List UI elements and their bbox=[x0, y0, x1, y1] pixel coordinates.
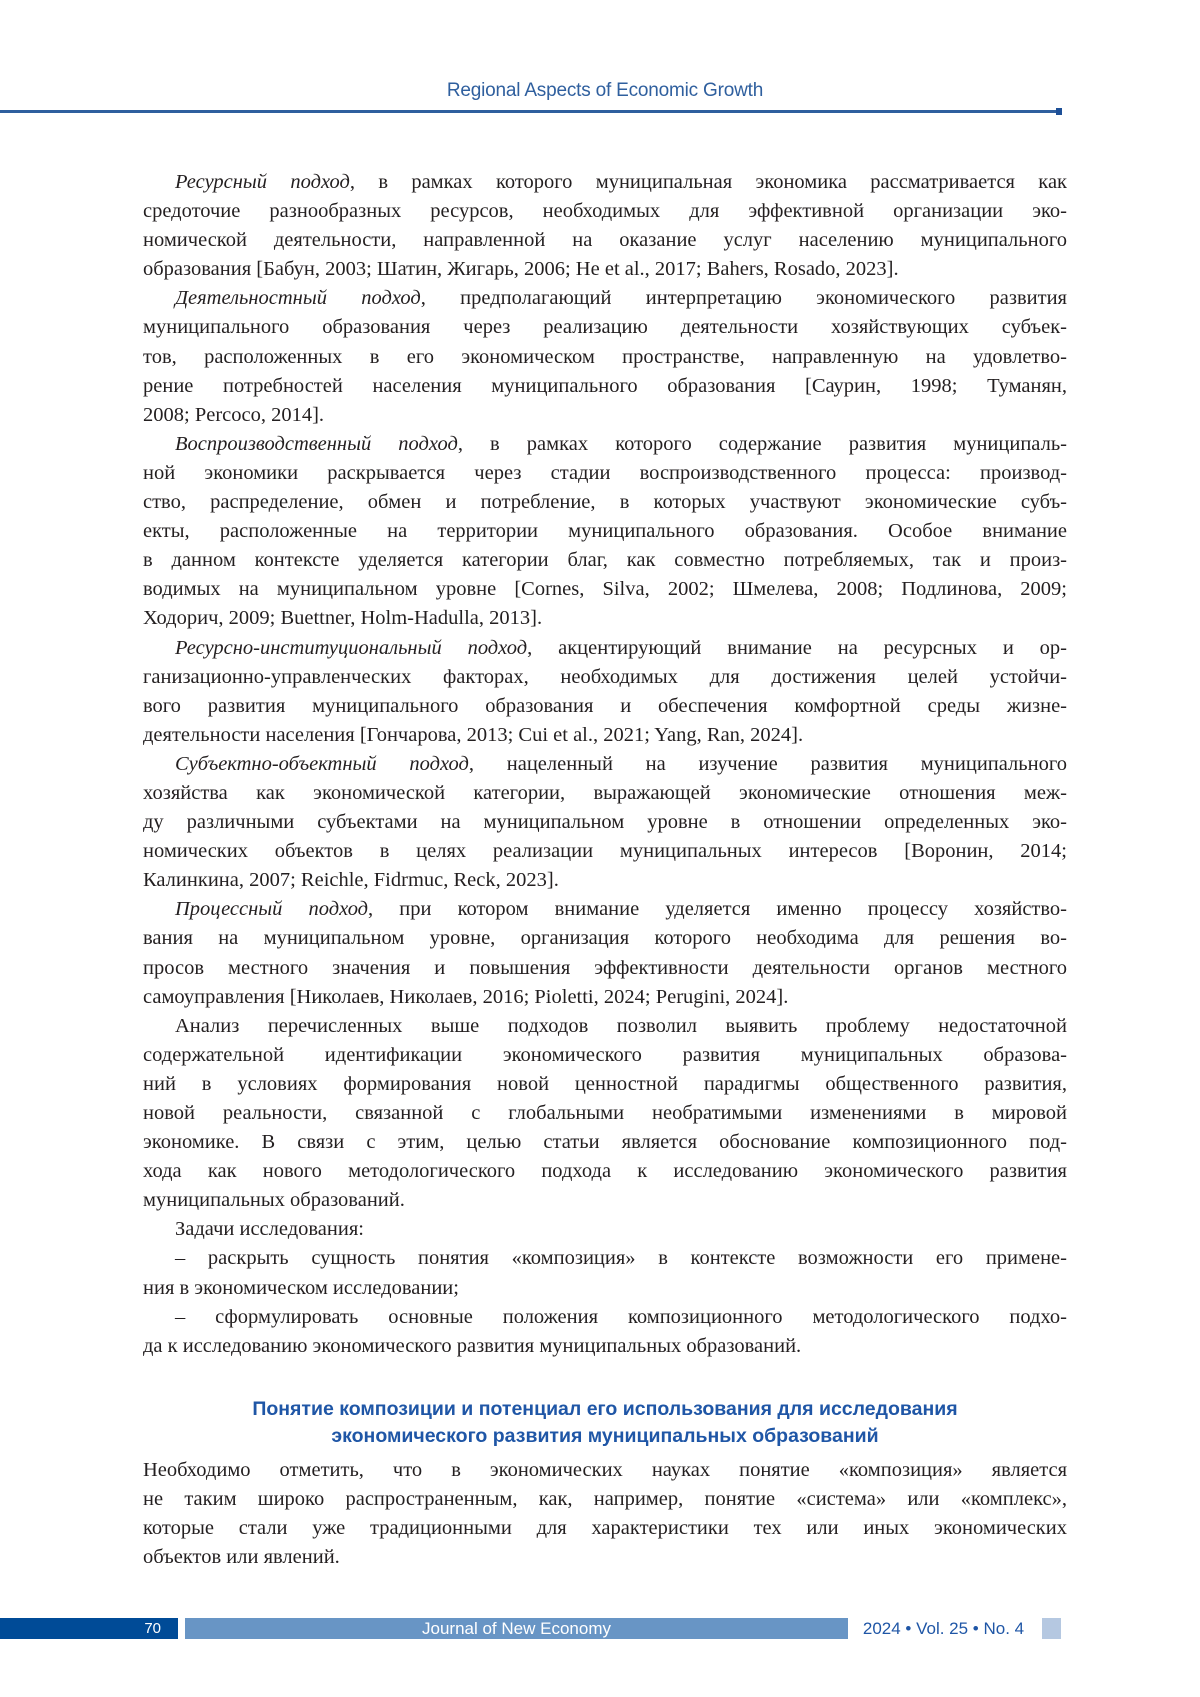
text-line bbox=[143, 517, 1067, 546]
text-line bbox=[143, 1274, 1067, 1303]
line-text: , предполагающий интерпретацию экономического развития bbox=[421, 287, 1067, 309]
text-line bbox=[143, 1244, 1067, 1273]
text-line bbox=[143, 1070, 1067, 1099]
text-line bbox=[143, 1543, 1067, 1572]
section-text bbox=[143, 1456, 1067, 1572]
text-line bbox=[143, 255, 1067, 284]
line-text: Анализ перечисленных выше подходов позволил выявить проблему недостаточной bbox=[175, 1015, 1067, 1037]
text-line bbox=[143, 1099, 1067, 1128]
text-line bbox=[143, 546, 1067, 575]
line-text: да к исследованию экономического развития муниципальных образований. bbox=[143, 1335, 801, 1357]
line-text: рение потребностей населения муниципального образования [Саурин, 1998; Туманян, bbox=[143, 375, 1067, 397]
line-text: вания на муниципальном уровне, организация которого необходима для решения во- bbox=[143, 927, 1067, 949]
line-text: Калинкина, 2007; Reichle, Fidrmuc, Reck, 2023]. bbox=[143, 869, 559, 891]
text-line bbox=[143, 924, 1067, 953]
text-line bbox=[143, 1485, 1067, 1514]
line-text: , нацеленный на изучение развития муниципального bbox=[469, 753, 1067, 775]
line-text: новой реальности, связанной с глобальными необратимыми изменениями в мировой bbox=[143, 1102, 1067, 1124]
line-text: , в рамках которого содержание развития муниципаль- bbox=[458, 433, 1067, 455]
text-line bbox=[143, 1215, 1067, 1244]
text-line bbox=[143, 1186, 1067, 1215]
line-text: ду различными субъектами на муниципальном уровне в отношении определенных эко- bbox=[143, 811, 1067, 833]
text-line bbox=[143, 779, 1067, 808]
line-text: Задачи исследования: bbox=[175, 1218, 364, 1240]
line-text: самоуправления [Николаев, Николаев, 2016; Pioletti, 2024; Perugini, 2024]. bbox=[143, 986, 788, 1008]
section-heading-line: Понятие композиции и потенциал его использования для исследования bbox=[143, 1396, 1067, 1423]
line-text: хозяйства как экономической категории, выражающей экономические отношения меж- bbox=[143, 782, 1067, 804]
text-line bbox=[143, 663, 1067, 692]
line-text: муниципальных образований. bbox=[143, 1189, 405, 1211]
line-text: 2008; Percoco, 2014]. bbox=[143, 404, 324, 426]
line-text: ний в условиях формирования новой ценностной парадигмы общественного развития, bbox=[143, 1073, 1067, 1095]
text-line bbox=[143, 954, 1067, 983]
text-line bbox=[143, 488, 1067, 517]
text-line bbox=[143, 1157, 1067, 1186]
text-line bbox=[143, 372, 1067, 401]
line-text: ной экономики раскрывается через стадии воспроизводственного процесса: производ- bbox=[143, 462, 1067, 484]
line-text: , при котором внимание уделяется именно процессу хозяйство- bbox=[368, 898, 1067, 920]
text-line bbox=[143, 430, 1067, 459]
line-text: Ходорич, 2009; Buettner, Holm-Hadulla, 2013]. bbox=[143, 607, 542, 629]
line-text: водимых на муниципальном уровне [Cornes, Silva, 2002; Шмелева, 2008; Подлинова, 2009; bbox=[143, 578, 1067, 600]
text-line bbox=[143, 866, 1067, 895]
running-title: Regional Aspects of Economic Growth bbox=[0, 80, 1200, 102]
line-text: – раскрыть сущность понятия «композиция» в контексте возможности его примене- bbox=[175, 1247, 1067, 1269]
line-text: ство, распределение, обмен и потребление, в которых участвуют экономические субъ- bbox=[143, 491, 1067, 513]
text-line bbox=[143, 895, 1067, 924]
italic-term: Деятельностный подход bbox=[175, 287, 421, 309]
line-text: Необходимо отметить, что в экономических науках понятие «композиция» является bbox=[143, 1459, 1067, 1481]
line-text: номических объектов в целях реализации муниципальных интересов [Воронин, 2014; bbox=[143, 840, 1067, 862]
section-heading bbox=[143, 1396, 1067, 1450]
text-line bbox=[143, 692, 1067, 721]
line-text: ния в экономическом исследовании; bbox=[143, 1277, 459, 1299]
text-line bbox=[143, 808, 1067, 837]
italic-term: Воспроизводственный подход bbox=[175, 433, 458, 455]
line-text: содержательной идентификации экономического развития муниципальных образова- bbox=[143, 1044, 1067, 1066]
text-line bbox=[143, 604, 1067, 633]
line-text: вого развития муниципального образования и обеспечения комфортной среды жизне- bbox=[143, 695, 1067, 717]
text-line bbox=[143, 575, 1067, 604]
text-line bbox=[143, 1041, 1067, 1070]
line-text: средоточие разнообразных ресурсов, необходимых для эффективной организации эко- bbox=[143, 200, 1067, 222]
italic-term: Процессный подход bbox=[175, 898, 368, 920]
line-text: не таким широко распространенным, как, например, понятие «система» или «комплекс», bbox=[143, 1488, 1067, 1510]
line-text: муниципального образования через реализацию деятельности хозяйствующих субъек- bbox=[143, 316, 1067, 338]
line-text: которые стали уже традиционными для характеристики тех или иных экономических bbox=[143, 1517, 1067, 1539]
line-text: , в рамках которого муниципальная экономика рассматривается как bbox=[350, 171, 1067, 193]
text-line bbox=[143, 1303, 1067, 1332]
text-line bbox=[143, 837, 1067, 866]
body-text bbox=[143, 168, 1067, 1361]
text-line bbox=[143, 1514, 1067, 1543]
line-text: объектов или явлений. bbox=[143, 1546, 340, 1568]
line-text: просов местного значения и повышения эффективности деятельности органов местного bbox=[143, 957, 1067, 979]
header-rule bbox=[0, 110, 1057, 113]
line-text: екты, расположенные на территории муниципального образования. Особое внимание bbox=[143, 520, 1067, 542]
text-line bbox=[143, 721, 1067, 750]
line-text: экономике. В связи с этим, целью статьи является обоснование композиционного под- bbox=[143, 1131, 1067, 1153]
text-line bbox=[143, 750, 1067, 779]
journal-name: Journal of New Economy bbox=[185, 1618, 848, 1639]
italic-term: Субъектно-объектный подход bbox=[175, 753, 469, 775]
text-line bbox=[143, 226, 1067, 255]
text-line bbox=[143, 1128, 1067, 1157]
text-line bbox=[143, 401, 1067, 430]
text-line bbox=[143, 1012, 1067, 1041]
line-text: , акцентирующий внимание на ресурсных и ор- bbox=[527, 637, 1067, 659]
text-line bbox=[143, 634, 1067, 663]
text-line bbox=[143, 284, 1067, 313]
line-text: деятельности населения [Гончарова, 2013; Cui et al., 2021; Yang, Ran, 2024]. bbox=[143, 724, 803, 746]
text-line bbox=[143, 197, 1067, 226]
text-line bbox=[143, 1332, 1067, 1361]
footer-square bbox=[1042, 1618, 1061, 1639]
line-text: в данном контексте уделяется категории благ, как совместно потребляемых, так и произ- bbox=[143, 549, 1067, 571]
line-text: номической деятельности, направленной на оказание услуг населению муниципального bbox=[143, 229, 1067, 251]
text-line bbox=[143, 313, 1067, 342]
text-line bbox=[143, 343, 1067, 372]
text-line bbox=[143, 983, 1067, 1012]
line-text: ганизационно-управленческих факторах, необходимых для достижения целей устойчи- bbox=[143, 666, 1067, 688]
line-text: хода как нового методологического подхода к исследованию экономического развития bbox=[143, 1160, 1067, 1182]
text-line bbox=[143, 168, 1067, 197]
line-text: – сформулировать основные положения композиционного методологического подхо- bbox=[175, 1306, 1067, 1328]
issue-info: 2024 • Vol. 25 • No. 4 bbox=[852, 1618, 1035, 1639]
italic-term: Ресурсный подход bbox=[175, 171, 350, 193]
line-text: образования [Бабун, 2003; Шатин, Жигарь, 2006; He et al., 2017; Bahers, Rosado, 2023]. bbox=[143, 258, 899, 280]
line-text: тов, расположенных в его экономическом пространстве, направленную на удовлетво- bbox=[143, 346, 1067, 368]
text-line bbox=[143, 1456, 1067, 1485]
italic-term: Ресурсно-институциональный подход bbox=[175, 637, 527, 659]
text-line bbox=[143, 459, 1067, 488]
page-number: 70 bbox=[0, 1618, 178, 1639]
section-heading-line: экономического развития муниципальных образований bbox=[143, 1423, 1067, 1450]
